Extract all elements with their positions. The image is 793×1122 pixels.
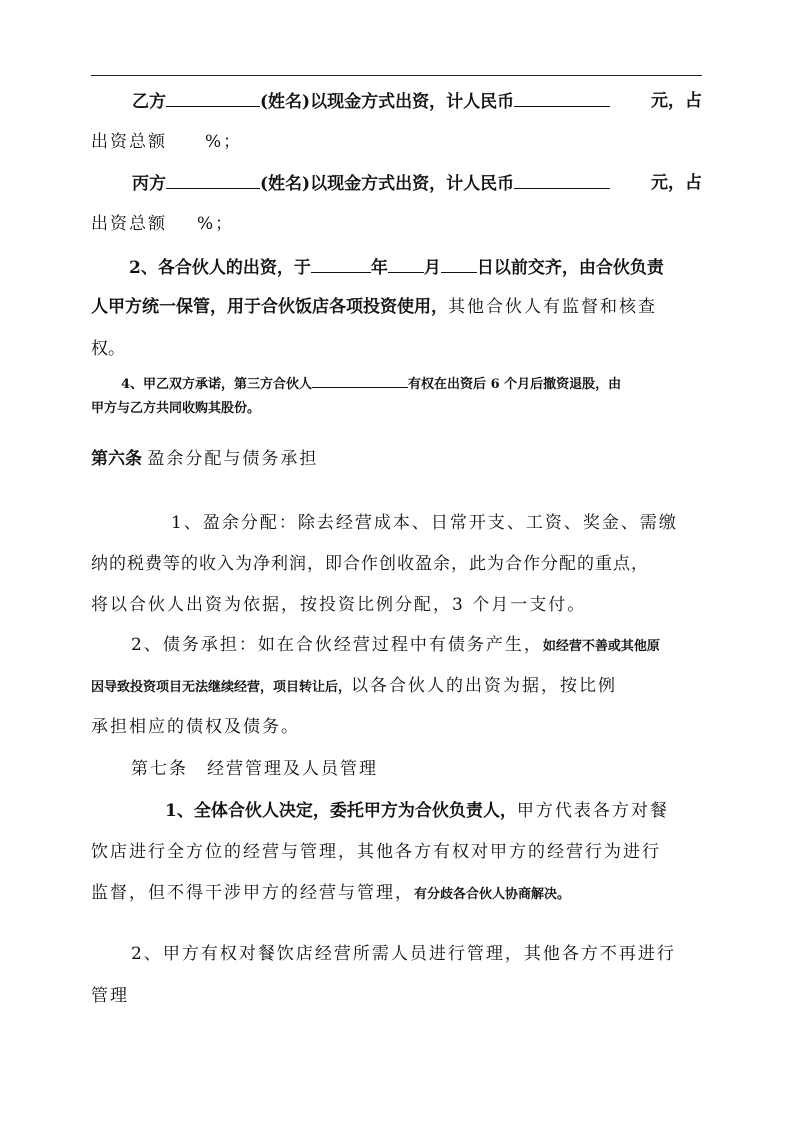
- clause-2-line2: [91, 296, 702, 318]
- month-blank[interactable]: [388, 256, 424, 273]
- heading-number: 第六条: [91, 449, 142, 469]
- text: 有权在出资后 6 个月后撤资退股，由: [408, 377, 622, 392]
- partner-blank[interactable]: [312, 375, 408, 388]
- clause-bing-line1: [91, 172, 702, 195]
- text: 管理: [91, 986, 129, 1006]
- heading-title: 第七条 经营管理及人员管理: [131, 759, 378, 779]
- s6-item1-line2: [91, 553, 702, 575]
- section-7-heading: [91, 758, 702, 780]
- text: 以各合伙人的出资为据，按比例: [351, 676, 618, 696]
- name-blank[interactable]: [166, 172, 260, 189]
- text: (姓名)以现金方式出资，计人民币: [260, 174, 515, 194]
- text: 月: [423, 258, 441, 278]
- clause-bing-line2: [91, 213, 702, 235]
- name-blank[interactable]: [166, 90, 260, 107]
- text: 甲方与乙方共同收购其股份。: [91, 401, 261, 416]
- text: 出资总额: [91, 214, 167, 234]
- text: 饮店进行全方位的经营与管理，其他各方有权对甲方的经营行为进行: [91, 842, 661, 862]
- text: 1、盈余分配：除去经营成本、日常开支、工资、奖金、需缴: [171, 513, 678, 533]
- s7-item1-line1: [91, 800, 702, 822]
- text: 元，占: [651, 173, 702, 193]
- text: 日以前交齐，由合伙负责: [476, 258, 664, 278]
- s6-item2-line2: [91, 675, 702, 699]
- day-blank[interactable]: [441, 256, 477, 273]
- text: 纳的税费等的收入为净利润，即合作创收盈余，此为合作分配的重点，: [91, 554, 649, 574]
- year-blank[interactable]: [311, 256, 371, 273]
- text: 2、债务承担：如在合伙经营过程中有债务产生，: [131, 635, 543, 655]
- s7-item1-line2: [91, 841, 702, 863]
- clause-4-line1: [91, 374, 702, 396]
- text: 2、各合伙人的出资，于: [129, 258, 311, 278]
- text: 年: [370, 258, 388, 278]
- s6-item2-line3: [91, 716, 702, 738]
- s6-item1-line3: [91, 594, 702, 616]
- text: 出资总额: [91, 132, 167, 152]
- text: 权。: [91, 339, 125, 359]
- text: 甲方代表各方对餐: [516, 801, 669, 821]
- amount-blank[interactable]: [514, 90, 610, 107]
- text: 监督，但不得干涉甲方的经营与管理，: [91, 883, 414, 903]
- text: 有分歧各合伙人协商解决。: [414, 887, 571, 902]
- s6-item2-line1: [91, 634, 702, 658]
- s7-item2-line1: [91, 943, 702, 965]
- party-label: 丙方: [132, 174, 166, 194]
- s7-item1-line3: [91, 882, 702, 906]
- clause-yi-line2: [91, 131, 702, 153]
- text: 将以合伙人出资为依据，按投资比例分配，3 个月一支付。: [91, 595, 587, 615]
- text: 人甲方统一保管，用于合伙饭店各项投资使用，: [91, 297, 448, 317]
- text: 2、甲方有权对餐饮店经营所需人员进行管理，其他各方不再进行: [131, 944, 676, 964]
- s6-item1-line1: [91, 512, 702, 534]
- text: 其他合伙人有监督和核查: [448, 297, 657, 317]
- text: %；: [205, 132, 243, 152]
- text: 元，占: [651, 91, 702, 111]
- text: 因导致投资项目无法继续经营，项目转让后，: [91, 680, 352, 695]
- clause-2-line1: [91, 256, 702, 279]
- text: 4、甲乙双方承诺，第三方合伙人: [121, 377, 313, 392]
- text: 承担相应的债权及债务。: [91, 717, 300, 737]
- clause-4-line2: [91, 398, 702, 420]
- amount-blank[interactable]: [514, 172, 610, 189]
- text: %；: [197, 214, 235, 234]
- header-rule: [91, 75, 702, 76]
- clause-yi-line1: [91, 90, 702, 113]
- text: (姓名)以现金方式出资，计人民币: [260, 92, 515, 112]
- party-label: 乙方: [132, 92, 166, 112]
- clause-2-line3: [91, 338, 702, 360]
- heading-title: 盈余分配与债务承担: [147, 449, 319, 469]
- text: 1、全体合伙人决定，委托甲方为合伙负责人，: [165, 801, 517, 821]
- s7-item2-line2: [91, 985, 702, 1007]
- text: 如经营不善或其他原: [542, 639, 660, 654]
- section-6-heading: [91, 448, 702, 470]
